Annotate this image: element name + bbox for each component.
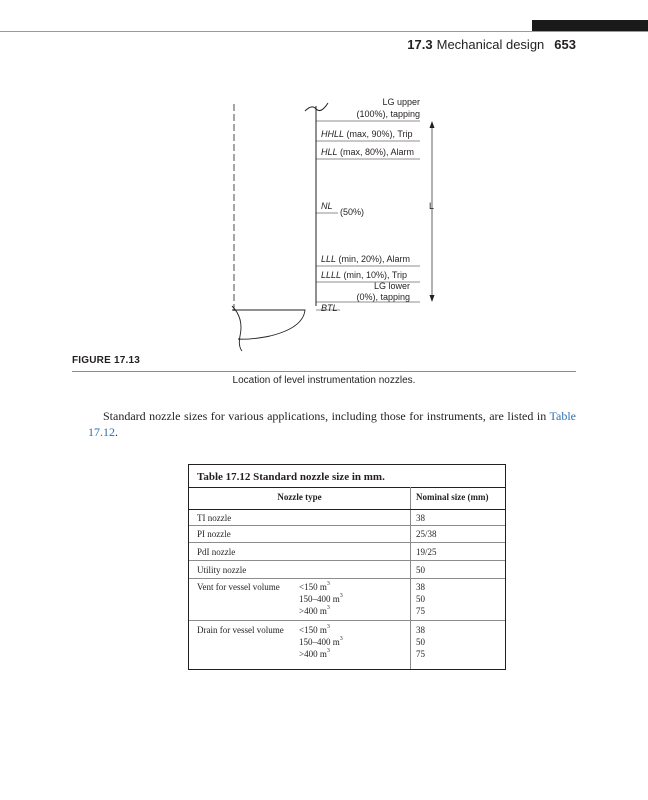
vent-range-1-text: <150 m	[299, 582, 327, 592]
header-rule	[0, 31, 648, 32]
vessel-head	[232, 310, 305, 339]
section-number: 17.3	[407, 37, 433, 52]
row-rule	[189, 525, 505, 526]
section-title: Mechanical design	[436, 37, 545, 52]
vent-range-3	[299, 606, 330, 616]
drain-range-1-exp: 3	[326, 624, 330, 630]
lg-upper-label-1: LG upper	[382, 97, 420, 107]
drain-range-3-exp: 3	[326, 648, 330, 654]
col-header-type: Nozzle type	[277, 492, 322, 502]
figure-rule	[72, 371, 576, 372]
lll-label	[321, 254, 410, 264]
length-label: L	[429, 201, 435, 211]
vent-range-1-exp: 3	[326, 581, 330, 587]
vent-size-1: 38	[416, 582, 425, 592]
drain-size-1: 38	[416, 625, 425, 635]
row-rule	[189, 620, 505, 621]
lg-upper-label-2: (100%), tapping	[356, 109, 420, 119]
lg-lower-label-1: LG lower	[373, 281, 410, 291]
drain-range-1-text: <150 m	[299, 625, 327, 635]
col-header-size: Nominal size (mm)	[416, 492, 489, 502]
table-title: Table 17.12 Standard nozzle size in mm.	[197, 471, 385, 483]
nl-label: NL	[321, 201, 333, 211]
drain-range-1	[299, 625, 330, 635]
hhll-abbr: HHLL	[321, 129, 345, 139]
hhll-label	[321, 129, 413, 139]
running-head	[407, 37, 576, 52]
vent-label: Vent for vessel volume	[197, 582, 280, 592]
llll-detail: (min, 10%), Trip	[341, 270, 408, 280]
table-title-rule	[189, 487, 505, 488]
drain-range-3	[299, 649, 330, 659]
paragraph-text: Standard nozzle sizes for various applications, including those for instruments, are listed in	[103, 409, 547, 423]
paragraph-period: .	[115, 425, 118, 439]
nl-detail: (50%)	[340, 207, 365, 217]
vent-range-3-exp: 3	[326, 605, 330, 611]
hhll-detail: (max, 90%), Trip	[344, 129, 413, 139]
arrowhead-up	[430, 121, 435, 128]
row-utility-type: Utility nozzle	[197, 565, 247, 575]
drain-range-2-text: 150–400 m	[299, 637, 340, 647]
body-paragraph	[88, 408, 576, 440]
row-rule	[189, 560, 505, 561]
llll-label	[321, 270, 407, 280]
lll-detail: (min, 20%), Alarm	[336, 254, 411, 264]
row-rule	[189, 578, 505, 579]
row-ti-size: 38	[416, 513, 425, 523]
row-rule	[189, 542, 505, 543]
page-number: 653	[554, 37, 576, 52]
vessel-head-break	[232, 306, 242, 351]
row-pdi-size: 19/25	[416, 547, 437, 557]
llll-abbr: LLLL	[321, 270, 342, 280]
drain-label: Drain for vessel volume	[197, 625, 284, 635]
hll-label	[321, 147, 414, 157]
drain-size-3: 75	[416, 649, 425, 659]
table-reference-link[interactable]: Table 17.12	[88, 409, 576, 439]
vent-range-2-exp: 3	[339, 593, 343, 599]
nozzle-size-table	[188, 464, 506, 670]
vent-range-3-text: >400 m	[299, 606, 327, 616]
row-utility-size: 50	[416, 565, 425, 575]
drain-range-2-exp: 3	[339, 636, 343, 642]
arrowhead-down	[430, 295, 435, 302]
row-pi-size: 25/38	[416, 529, 437, 539]
vent-range-2	[299, 594, 343, 604]
vent-size-2: 50	[416, 594, 425, 604]
hll-detail: (max, 80%), Alarm	[337, 147, 415, 157]
vent-range-2-text: 150–400 m	[299, 594, 340, 604]
vent-size-3: 75	[416, 606, 425, 616]
lg-lower-label-2: (0%), tapping	[356, 292, 410, 302]
level-diagram	[0, 90, 648, 355]
figure-caption: Location of level instrumentation nozzles.	[232, 375, 416, 386]
header-rule	[189, 509, 505, 510]
drain-size-2: 50	[416, 637, 425, 647]
vent-range-1	[299, 582, 330, 592]
row-ti-type: TI nozzle	[197, 513, 232, 523]
btl-label: BTL	[321, 303, 338, 313]
row-pi-type: PI nozzle	[197, 529, 231, 539]
drain-range-3-text: >400 m	[299, 649, 327, 659]
drain-range-2	[299, 637, 343, 647]
hll-abbr: HLL	[321, 147, 338, 157]
figure-label: FIGURE 17.13	[72, 355, 140, 366]
row-pdi-type: PdI nozzle	[197, 547, 236, 557]
lll-abbr: LLL	[321, 254, 337, 264]
